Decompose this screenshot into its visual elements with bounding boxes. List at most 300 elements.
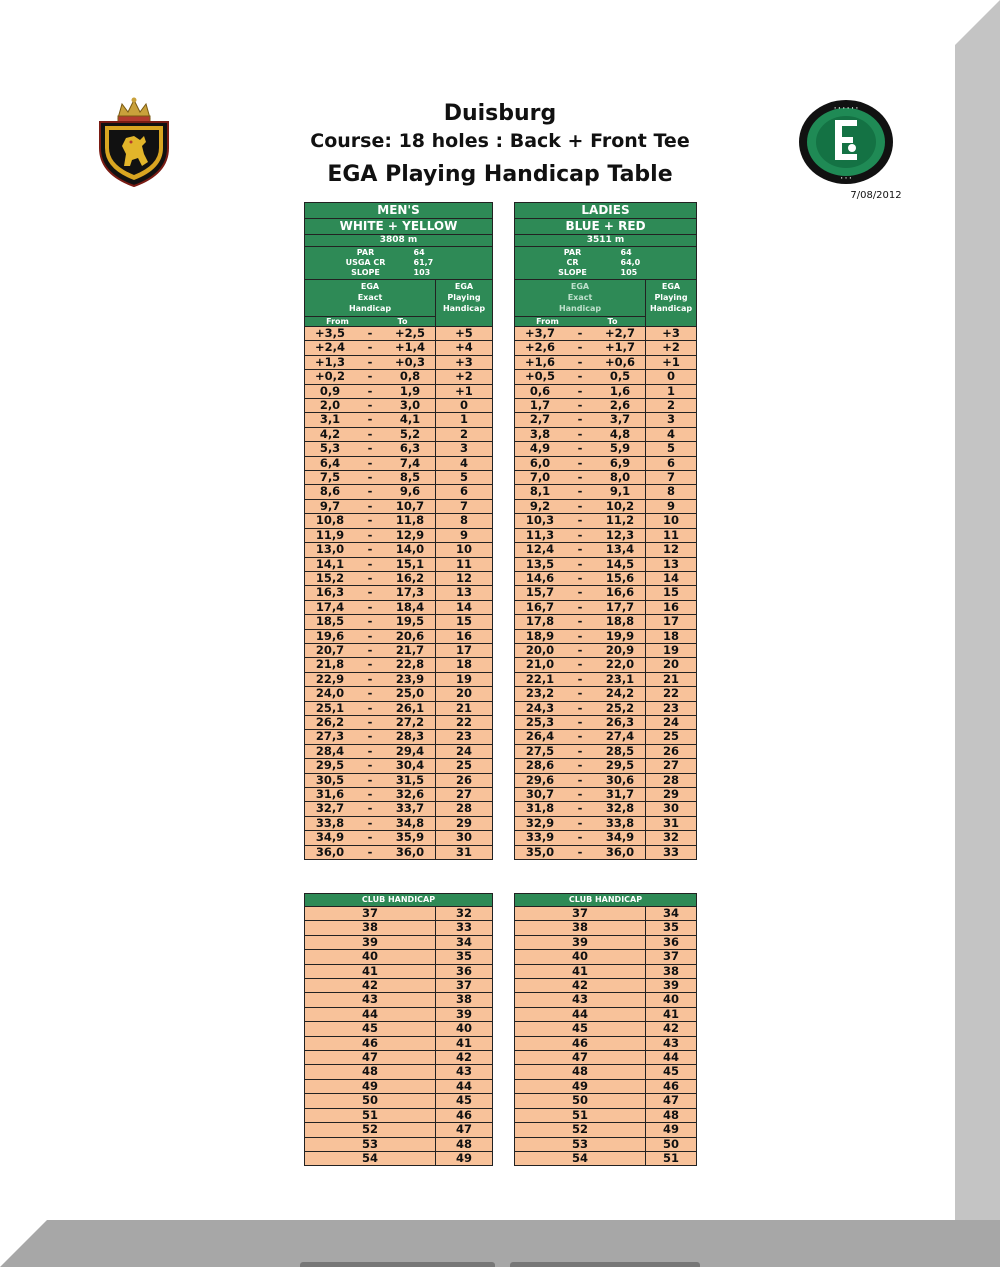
table-row — [515, 471, 697, 485]
table-row — [515, 759, 697, 773]
range-dash: - — [367, 398, 373, 413]
range-to: 14,5 — [605, 556, 635, 571]
range-from: 20,0 — [525, 642, 555, 657]
range-from: 12,4 — [525, 542, 555, 557]
table-row — [515, 413, 697, 427]
exact-handicap-range — [305, 427, 436, 441]
range-from: 31,6 — [315, 787, 345, 801]
table-row — [305, 370, 493, 384]
playing-handicap: 44 — [436, 1079, 493, 1093]
range-to: 1,9 — [399, 383, 421, 398]
next-page-edge — [510, 1262, 700, 1267]
range-to: 19,5 — [395, 614, 425, 629]
table-row — [305, 571, 493, 585]
range-from: 32,7 — [315, 801, 345, 816]
table-row — [305, 1137, 493, 1151]
club-handicap: 53 — [515, 1137, 646, 1151]
exact-handicap-range — [515, 456, 646, 470]
table-row — [515, 1123, 697, 1137]
exact-handicap-range — [515, 773, 646, 787]
playing-handicap: 14 — [646, 571, 697, 585]
range-to: 27,2 — [395, 714, 425, 729]
playing-handicap: 12 — [436, 571, 493, 585]
table-row — [305, 355, 493, 369]
range-from: 9,7 — [319, 498, 341, 513]
playing-handicap: 1 — [436, 413, 493, 427]
playing-handicap: 23 — [646, 701, 697, 715]
ladies-title: LADIES — [515, 203, 697, 219]
range-to: 3,7 — [609, 412, 631, 427]
range-dash: - — [367, 369, 373, 384]
table-row — [305, 586, 493, 600]
club-handicap: 41 — [515, 964, 646, 978]
playing-handicap: 44 — [646, 1051, 697, 1065]
range-from: 9,2 — [529, 498, 551, 513]
club-handicap: 50 — [305, 1094, 436, 1108]
range-dash: - — [577, 729, 583, 744]
page-shadow-bottom — [0, 1220, 1000, 1267]
range-dash: - — [577, 369, 583, 384]
next-page-edge — [300, 1262, 495, 1267]
playing-handicap: 30 — [646, 802, 697, 816]
range-to: 29,4 — [395, 743, 425, 758]
men-rows — [305, 327, 493, 860]
info-label: PAR — [563, 248, 582, 257]
range-dash: - — [367, 599, 373, 614]
table-row — [515, 831, 697, 845]
range-to: 27,4 — [605, 729, 635, 744]
range-to: 31,5 — [395, 772, 425, 787]
exact-handicap-range — [305, 701, 436, 715]
playing-handicap: 29 — [436, 816, 493, 830]
exact-handicap-range — [515, 715, 646, 729]
table-row — [515, 816, 697, 830]
playing-handicap: 10 — [436, 543, 493, 557]
table-row — [515, 543, 697, 557]
playing-handicap: 12 — [646, 543, 697, 557]
col-header-playing: EGA Playing Handicap — [646, 280, 697, 327]
range-dash: - — [367, 787, 373, 801]
range-to: 21,7 — [395, 642, 425, 657]
playing-handicap: 24 — [436, 744, 493, 758]
range-to: 20,6 — [395, 628, 425, 643]
table-row — [515, 499, 697, 513]
range-to: 32,6 — [395, 787, 425, 801]
exact-handicap-range — [305, 816, 436, 830]
playing-handicap: 14 — [436, 600, 493, 614]
range-dash: - — [367, 830, 373, 845]
range-to: 23,9 — [395, 671, 425, 686]
range-dash: - — [577, 671, 583, 686]
range-from: 4,9 — [529, 441, 551, 456]
playing-handicap: 32 — [646, 831, 697, 845]
playing-handicap: 15 — [646, 586, 697, 600]
range-dash: - — [367, 527, 373, 542]
men-length: 3808 m — [305, 235, 493, 247]
playing-handicap: 35 — [436, 950, 493, 964]
range-from: 22,9 — [315, 671, 345, 686]
range-from: +2,6 — [524, 340, 555, 355]
playing-handicap: 22 — [436, 715, 493, 729]
range-to: +0,6 — [604, 354, 635, 369]
exact-handicap-range — [515, 413, 646, 427]
club-handicap: 46 — [515, 1036, 646, 1050]
table-row — [515, 730, 697, 744]
club-handicap: 43 — [515, 993, 646, 1007]
exact-handicap-range — [305, 759, 436, 773]
table-row — [515, 687, 697, 701]
playing-handicap: 33 — [436, 921, 493, 935]
exact-handicap-range — [515, 816, 646, 830]
table-row — [305, 845, 493, 859]
range-from: 28,4 — [315, 743, 345, 758]
table-row — [515, 802, 697, 816]
playing-handicap: 9 — [436, 528, 493, 542]
exact-handicap-range — [515, 427, 646, 441]
playing-handicap: 51 — [646, 1151, 697, 1165]
playing-handicap: 29 — [646, 788, 697, 802]
table-row — [305, 1151, 493, 1165]
range-from: 35,0 — [525, 844, 555, 859]
exact-handicap-range — [515, 744, 646, 758]
table-row — [515, 370, 697, 384]
playing-handicap: 25 — [646, 730, 697, 744]
table-row — [305, 327, 493, 341]
table-row — [515, 773, 697, 787]
range-dash: - — [367, 743, 373, 758]
range-to: 29,5 — [605, 758, 635, 773]
range-from: 6,0 — [529, 455, 551, 470]
exact-handicap-range — [305, 370, 436, 384]
table-row — [515, 1022, 697, 1036]
range-to: 14,0 — [395, 542, 425, 557]
range-from: 26,2 — [315, 714, 345, 729]
range-dash: - — [577, 642, 583, 657]
playing-handicap: 17 — [646, 615, 697, 629]
range-from: 2,7 — [529, 412, 551, 427]
exact-handicap-range — [515, 701, 646, 715]
exact-handicap-range — [305, 845, 436, 859]
table-row — [305, 499, 493, 513]
range-to: 26,3 — [605, 714, 635, 729]
exact-handicap-range — [305, 643, 436, 657]
club-handicap: 39 — [515, 935, 646, 949]
exact-handicap-range — [305, 831, 436, 845]
table-row — [305, 816, 493, 830]
range-to: 8,0 — [609, 470, 631, 485]
range-dash: - — [367, 642, 373, 657]
table-row — [305, 1007, 493, 1021]
table-row — [305, 658, 493, 672]
range-dash: - — [367, 714, 373, 729]
playing-handicap: 45 — [646, 1065, 697, 1079]
range-to: +2,7 — [604, 326, 635, 340]
playing-handicap: 49 — [436, 1151, 493, 1165]
table-row — [305, 643, 493, 657]
range-from: 20,7 — [315, 642, 345, 657]
range-dash: - — [577, 513, 583, 528]
range-to: +0,3 — [394, 354, 425, 369]
range-dash: - — [577, 787, 583, 801]
playing-handicap: 38 — [646, 964, 697, 978]
exact-handicap-range — [305, 615, 436, 629]
club-handicap: 40 — [305, 950, 436, 964]
range-to: 7,4 — [399, 455, 421, 470]
table-row — [515, 615, 697, 629]
playing-handicap: 39 — [646, 979, 697, 993]
club-handicap: 50 — [515, 1094, 646, 1108]
range-from: 22,1 — [525, 671, 555, 686]
range-to: 3,0 — [399, 398, 421, 413]
playing-handicap: 34 — [646, 907, 697, 921]
exact-handicap-range — [305, 744, 436, 758]
club-handicap: 49 — [305, 1079, 436, 1093]
range-dash: - — [367, 513, 373, 528]
range-dash: - — [367, 671, 373, 686]
playing-handicap: 40 — [436, 1022, 493, 1036]
men-club-handicap-table — [304, 893, 493, 1166]
range-to: 17,7 — [605, 599, 635, 614]
range-from: 14,6 — [525, 570, 555, 585]
exact-handicap-range — [305, 355, 436, 369]
ladies-rows — [515, 327, 697, 860]
playing-handicap: 28 — [646, 773, 697, 787]
info-label: SLOPE — [351, 268, 380, 277]
club-handicap: 52 — [305, 1123, 436, 1137]
range-from: 8,6 — [319, 484, 341, 499]
playing-handicap: 33 — [646, 845, 697, 859]
table-row — [305, 615, 493, 629]
table-row — [515, 907, 697, 921]
exact-handicap-range — [515, 543, 646, 557]
range-dash: - — [367, 326, 373, 340]
exact-handicap-range — [515, 586, 646, 600]
range-from: 7,0 — [529, 470, 551, 485]
playing-handicap: 5 — [646, 442, 697, 456]
playing-handicap: 15 — [436, 615, 493, 629]
table-row — [515, 600, 697, 614]
info-value: 64 — [620, 248, 632, 257]
table-row — [305, 1079, 493, 1093]
range-to: 35,9 — [395, 830, 425, 845]
table-row — [305, 384, 493, 398]
table-row — [305, 744, 493, 758]
exact-handicap-range — [515, 485, 646, 499]
info-value: 64 — [413, 248, 425, 257]
playing-handicap: 2 — [646, 399, 697, 413]
table-row — [305, 993, 493, 1007]
playing-handicap: 23 — [436, 730, 493, 744]
table-row — [515, 993, 697, 1007]
playing-handicap: +1 — [436, 384, 493, 398]
club-handicap: 38 — [515, 921, 646, 935]
course-subtitle: Course: 18 holes : Back + Front Tee — [310, 130, 690, 152]
playing-handicap: +3 — [436, 355, 493, 369]
playing-handicap: 46 — [646, 1079, 697, 1093]
range-dash: - — [577, 398, 583, 413]
range-dash: - — [577, 354, 583, 369]
playing-handicap: 47 — [646, 1094, 697, 1108]
range-to: 2,6 — [609, 398, 631, 413]
playing-handicap: 6 — [646, 456, 697, 470]
range-to: 34,9 — [605, 830, 635, 845]
range-to: 18,8 — [605, 614, 635, 629]
table-row — [305, 528, 493, 542]
range-from: 10,8 — [315, 513, 345, 528]
range-to: 9,1 — [609, 484, 631, 499]
col-header-playing: EGA Playing Handicap — [436, 280, 493, 327]
exact-handicap-range — [305, 773, 436, 787]
playing-handicap: 0 — [646, 370, 697, 384]
table-title: EGA Playing Handicap Table — [327, 162, 673, 187]
club-handicap: 54 — [305, 1151, 436, 1165]
playing-handicap: 43 — [646, 1036, 697, 1050]
from-to-header: From To — [305, 317, 436, 327]
range-dash: - — [367, 470, 373, 485]
range-from: 21,8 — [315, 657, 345, 672]
range-from: 5,3 — [319, 441, 341, 456]
playing-handicap: 11 — [646, 528, 697, 542]
range-from: 13,5 — [525, 556, 555, 571]
range-from: 32,9 — [525, 815, 555, 830]
exact-handicap-range — [305, 528, 436, 542]
table-row — [305, 413, 493, 427]
playing-handicap: 30 — [436, 831, 493, 845]
exact-handicap-range — [305, 413, 436, 427]
range-to: 16,2 — [395, 570, 425, 585]
club-handicap: 40 — [515, 950, 646, 964]
table-row — [515, 399, 697, 413]
playing-handicap: 20 — [646, 658, 697, 672]
playing-handicap: +3 — [646, 327, 697, 341]
range-dash: - — [367, 729, 373, 744]
info-label: PAR — [356, 248, 375, 257]
svg-text:· · · · · ·: · · · · · · — [833, 105, 859, 112]
range-dash: - — [367, 498, 373, 513]
table-row — [515, 979, 697, 993]
table-row — [515, 1151, 697, 1165]
range-dash: - — [367, 340, 373, 355]
range-to: 0,8 — [399, 369, 421, 384]
range-dash: - — [367, 412, 373, 427]
table-row — [305, 907, 493, 921]
table-row — [305, 687, 493, 701]
exact-handicap-range — [305, 399, 436, 413]
range-from: 1,7 — [529, 398, 551, 413]
playing-handicap: 28 — [436, 802, 493, 816]
range-dash: - — [367, 585, 373, 600]
range-to: 18,4 — [395, 599, 425, 614]
exact-handicap-range — [305, 514, 436, 528]
range-to: 36,0 — [395, 844, 425, 859]
range-dash: - — [367, 772, 373, 787]
playing-handicap: 25 — [436, 759, 493, 773]
ladies-tees: BLUE + RED — [515, 219, 697, 235]
info-label: SLOPE — [558, 268, 587, 277]
table-row — [305, 921, 493, 935]
table-row — [305, 471, 493, 485]
club-handicap: 38 — [305, 921, 436, 935]
from-to-header: From To — [515, 317, 646, 327]
range-to: 9,6 — [399, 484, 421, 499]
playing-handicap: 34 — [436, 935, 493, 949]
playing-handicap: 31 — [646, 816, 697, 830]
exact-handicap-range — [515, 629, 646, 643]
exact-handicap-range — [305, 341, 436, 355]
table-row — [515, 456, 697, 470]
table-row — [515, 355, 697, 369]
playing-handicap: 6 — [436, 485, 493, 499]
range-to: 5,9 — [609, 441, 631, 456]
table-row — [515, 964, 697, 978]
playing-handicap: 24 — [646, 715, 697, 729]
table-row — [305, 442, 493, 456]
range-to: 30,6 — [605, 772, 635, 787]
table-row — [515, 658, 697, 672]
table-row — [515, 1036, 697, 1050]
exact-handicap-range — [515, 845, 646, 859]
range-from: 29,6 — [525, 772, 555, 787]
club-handicap: 51 — [515, 1108, 646, 1122]
ladies-club-handicap-table — [514, 893, 697, 1166]
exact-handicap-range — [515, 600, 646, 614]
range-dash: - — [577, 556, 583, 571]
table-row — [305, 1108, 493, 1122]
exact-handicap-range — [515, 802, 646, 816]
range-to: 12,9 — [395, 527, 425, 542]
range-dash: - — [367, 426, 373, 441]
table-row — [515, 744, 697, 758]
range-from: 27,3 — [315, 729, 345, 744]
range-to: 20,9 — [605, 642, 635, 657]
range-to: 26,1 — [395, 700, 425, 715]
club-handicap: 47 — [305, 1051, 436, 1065]
range-to: 11,8 — [395, 513, 425, 528]
playing-handicap: 21 — [436, 701, 493, 715]
range-to: +1,7 — [604, 340, 635, 355]
range-dash: - — [367, 383, 373, 398]
range-from: 14,1 — [315, 556, 345, 571]
col-header-exact: EGA Exact Handicap — [515, 280, 646, 317]
range-dash: - — [577, 743, 583, 758]
playing-handicap: 18 — [646, 629, 697, 643]
range-to: 4,8 — [609, 426, 631, 441]
exact-handicap-range — [305, 788, 436, 802]
exact-handicap-range — [515, 831, 646, 845]
exact-handicap-range — [515, 514, 646, 528]
exact-handicap-range — [305, 485, 436, 499]
range-to: 12,3 — [605, 527, 635, 542]
playing-handicap: 7 — [646, 471, 697, 485]
exact-handicap-range — [515, 355, 646, 369]
range-from: 17,8 — [525, 614, 555, 629]
range-to: 6,9 — [609, 455, 631, 470]
playing-handicap: 49 — [646, 1123, 697, 1137]
range-to: 24,2 — [605, 686, 635, 701]
range-to: 25,2 — [605, 700, 635, 715]
table-row — [515, 528, 697, 542]
playing-handicap: 41 — [646, 1007, 697, 1021]
exact-handicap-range — [305, 629, 436, 643]
table-row — [305, 730, 493, 744]
club-handicap: 53 — [305, 1137, 436, 1151]
playing-handicap: 36 — [436, 964, 493, 978]
table-row — [305, 672, 493, 686]
range-from: 28,6 — [525, 758, 555, 773]
page-shadow-corner — [955, 0, 1000, 45]
range-from: 16,3 — [315, 585, 345, 600]
exact-handicap-range — [305, 715, 436, 729]
